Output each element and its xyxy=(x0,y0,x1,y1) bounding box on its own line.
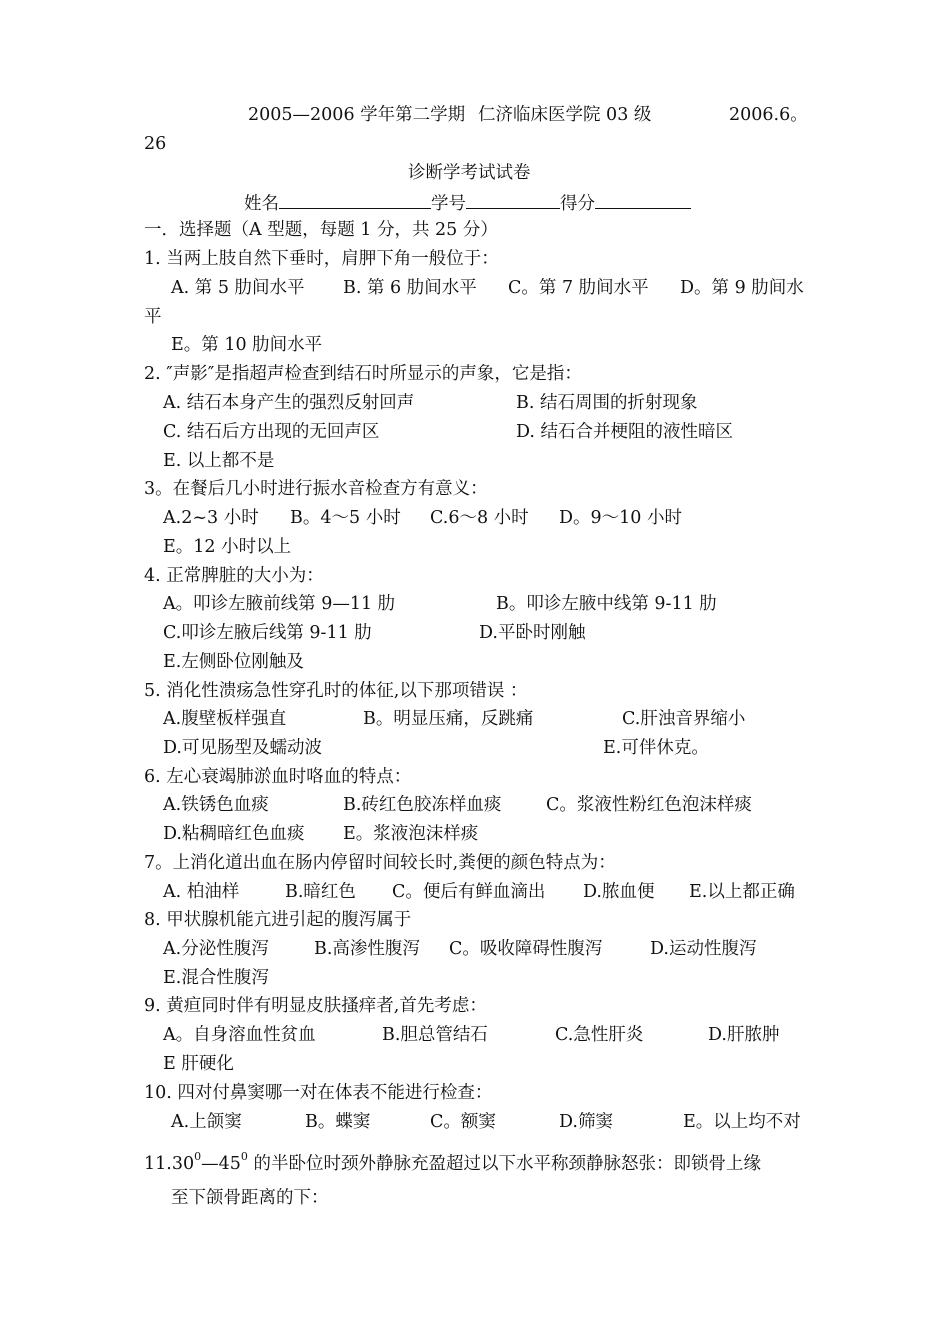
question-7-option-b: B.暗红色 xyxy=(285,882,356,902)
question-3-option-e: E。12 小时以上 xyxy=(163,537,292,557)
header-college: 仁济临床医学院 03 级 xyxy=(478,105,652,125)
score-label: 得分 xyxy=(560,194,595,214)
question-7-option-a: A. 柏油样 xyxy=(163,882,240,902)
question-4-option-a: A。叩诊左腋前线第 9—11 肋 xyxy=(163,594,396,614)
question-3-option-b: B。4～5 小时 xyxy=(290,508,401,528)
question-6-option-b: B.砖红色胶冻样血痰 xyxy=(343,795,502,815)
header-date: 2006.6。 xyxy=(729,105,808,125)
question-10-stem: 10. 四对付鼻窦哪一对在体表不能进行检查： xyxy=(144,1083,493,1103)
question-2-option-b: B. 结石周围的折射现象 xyxy=(516,393,698,413)
question-11-text: 的半卧位时颈外静脉充盈超过以下水平称颈静脉怒张：即锁骨上缘 xyxy=(247,1154,761,1174)
question-11-stem xyxy=(144,1150,761,1175)
question-6-option-e: E。浆液泡沫样痰 xyxy=(343,824,479,844)
question-4-option-e: E.左侧卧位刚触及 xyxy=(163,652,304,672)
question-4-option-d: D.平卧时刚触 xyxy=(479,623,586,643)
question-5-option-c: C.肝浊音界缩小 xyxy=(622,709,746,729)
question-1-option-b: B. 第 6 肋间水平 xyxy=(343,278,477,298)
id-field[interactable] xyxy=(466,190,560,209)
question-8-stem: 8. 甲状腺机能亢进引起的腹泻属于 xyxy=(144,910,412,930)
question-11-stem-continued: 至下颌骨距离的下： xyxy=(171,1188,329,1208)
question-9-option-b: B.胆总管结石 xyxy=(382,1025,488,1045)
score-field[interactable] xyxy=(595,190,691,209)
question-3-option-a: A.2~3 小时 xyxy=(163,508,259,528)
header-term: 2005—2006 学年第二学期 xyxy=(248,105,466,125)
question-8-option-e: E.混合性腹泻 xyxy=(163,968,269,988)
question-9-option-c: C.急性肝炎 xyxy=(555,1025,644,1045)
question-9-option-a: A。自身溶血性贫血 xyxy=(163,1025,316,1045)
question-1-stem: 1. 当两上肢自然下垂时，肩胛下角一般位于： xyxy=(144,249,499,269)
question-1-option-e: E。第 10 肋间水平 xyxy=(171,335,323,355)
question-1-option-d-continued: 平 xyxy=(144,307,162,327)
question-10-option-e: E。以上均不对 xyxy=(683,1112,801,1132)
question-1-option-c: C。第 7 肋间水平 xyxy=(508,278,649,298)
question-3-stem: 3。在餐后几小时进行振水音检查方有意义： xyxy=(144,479,488,499)
question-2-option-d: D. 结石合并梗阻的液性暗区 xyxy=(516,422,734,442)
question-5-option-e: E.可伴休克。 xyxy=(603,738,709,758)
question-4-option-c: C.叩诊左腋后线第 9-11 肋 xyxy=(163,623,372,643)
question-1-option-d: D。第 9 肋间水 xyxy=(680,278,804,298)
question-5-stem: 5. 消化性溃疡急性穿孔时的体征,以下那项错误 ： xyxy=(144,681,528,701)
question-9-option-d: D.肝脓肿 xyxy=(708,1025,780,1045)
question-10-option-b: B。蝶窦 xyxy=(305,1112,371,1132)
question-7-option-c: C。便后有鲜血滴出 xyxy=(392,882,546,902)
question-2-option-c: C. 结石后方出现的无回声区 xyxy=(163,422,380,442)
degree-superscript: 0 xyxy=(240,1150,248,1164)
question-11-dash: — xyxy=(201,1154,219,1174)
question-4-option-b: B。叩诊左腋中线第 9-11 肋 xyxy=(496,594,717,614)
name-field[interactable] xyxy=(279,190,431,209)
question-2-stem: 2. ″声影″是指超声检查到结石时所显示的声象，它是指： xyxy=(144,364,582,384)
question-9-stem: 9. 黄疸同时伴有明显皮肤搔痒者,首先考虑： xyxy=(144,996,487,1016)
question-7-option-e: E.以上都正确 xyxy=(689,882,795,902)
id-label: 学号 xyxy=(431,194,466,214)
student-info-row xyxy=(244,190,691,215)
question-6-option-c: C。浆液性粉红色泡沫样痰 xyxy=(546,795,752,815)
question-2-option-e: E. 以上都不是 xyxy=(163,451,275,471)
degree-superscript: 0 xyxy=(194,1150,202,1164)
question-10-option-a: A.上颌窦 xyxy=(171,1112,242,1132)
question-3-option-c: C.6～8 小时 xyxy=(430,508,529,528)
question-7-stem: 7。上消化道出血在肠内停留时间较长时,粪便的颜色特点为： xyxy=(144,853,616,873)
question-6-option-d: D.粘稠暗红色血痰 xyxy=(163,824,305,844)
question-8-option-b: B.高渗性腹泻 xyxy=(314,939,420,959)
exam-title: 诊断学考试试卷 xyxy=(408,163,531,183)
question-11-angle-high: 45 xyxy=(218,1154,241,1174)
question-6-stem: 6. 左心衰竭肺淤血时咯血的特点： xyxy=(144,767,412,787)
question-5-option-d: D.可见肠型及蠕动波 xyxy=(163,738,322,758)
question-10-option-d: D.筛窦 xyxy=(559,1112,613,1132)
question-4-stem: 4. 正常脾脏的大小为： xyxy=(144,566,324,586)
question-2-option-a: A. 结石本身产生的强烈反射回声 xyxy=(163,393,415,413)
question-5-option-a: A.腹壁板样强直 xyxy=(163,709,287,729)
question-11-number: 11. xyxy=(144,1154,172,1174)
question-3-option-d: D。9～10 小时 xyxy=(559,508,682,528)
question-8-option-c: C。吸收障碍性腹泻 xyxy=(449,939,603,959)
question-7-option-d: D.脓血便 xyxy=(583,882,655,902)
question-8-option-a: A.分泌性腹泻 xyxy=(163,939,269,959)
name-label: 姓名 xyxy=(244,194,279,214)
question-9-option-e: E 肝硬化 xyxy=(163,1054,234,1074)
question-5-option-b: B。明显压痛，反跳痛 xyxy=(363,709,534,729)
question-8-option-d: D.运动性腹泻 xyxy=(650,939,757,959)
question-1-option-a: A. 第 5 肋间水平 xyxy=(171,278,305,298)
question-11-angle-low: 30 xyxy=(171,1154,195,1174)
header-date-continued: 26 xyxy=(144,134,167,154)
question-6-option-a: A.铁锈色血痰 xyxy=(163,795,269,815)
question-10-option-c: C。额窦 xyxy=(430,1112,496,1132)
section-heading: 一．选择题（A 型题，每题 1 分，共 25 分） xyxy=(144,220,498,240)
